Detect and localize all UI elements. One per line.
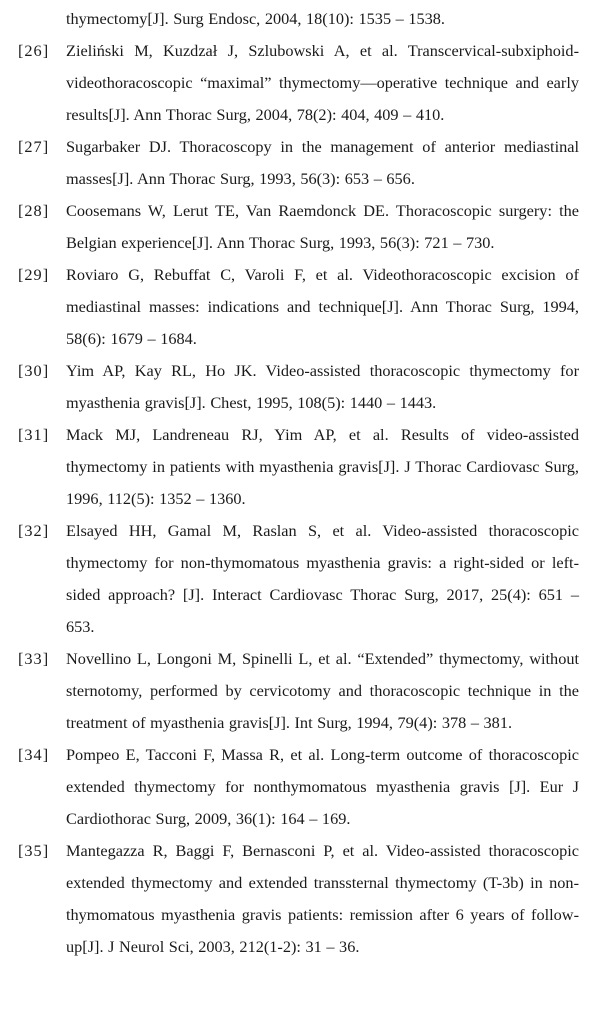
reference-number: [34] [18,745,50,764]
reference-number: [28] [18,201,50,220]
reference-item [18,739,579,835]
reference-text: Mack MJ, Landreneau RJ, Yim AP, et al. Results of video-assisted thymectomy in patients with myasthenia gravis[J]. J Thorac Cardiovasc Surg, 1996, 112(5): 1352 – 1360. [66,425,579,508]
reference-number: [32] [18,521,50,540]
reference-number: [27] [18,137,50,156]
reference-text: Mantegazza R, Baggi F, Bernasconi P, et al. Video-assisted thoracoscopic extended thymectomy and extended transsternal thymectomy (T-3b) in non-thymomatous myasthenia gravis patients: remission after 6 years of follow-up[J]. J Neurol Sci, 2003, 212(1-2): 31 – 36. [66,841,579,956]
reference-number: [30] [18,361,50,380]
reference-text: Sugarbaker DJ. Thoracoscopy in the management of anterior mediastinal masses[J]. Ann Thorac Surg, 1993, 56(3): 653 – 656. [66,137,579,188]
reference-text: Roviaro G, Rebuffat C, Varoli F, et al. Videothoracoscopic excision of mediastinal masses: indications and technique[J]. Ann Thorac Surg, 1994, 58(6): 1679 – 1684. [66,265,579,348]
reference-item [18,835,579,963]
reference-text: thymectomy[J]. Surg Endosc, 2004, 18(10): 1535 – 1538. [66,9,445,28]
reference-item [18,3,579,35]
reference-item [18,195,579,259]
reference-text: Elsayed HH, Gamal M, Raslan S, et al. Video-assisted thoracoscopic thymectomy for non-thymomatous myasthenia gravis: a right-sided or left-sided approach? [J]. Interact Cardiovasc Thorac Surg, 2017, 25(4): 651 – 653. [66,521,579,636]
reference-item [18,131,579,195]
reference-text: Pompeo E, Tacconi F, Massa R, et al. Long-term outcome of thoracoscopic extended thymectomy for nonthymomatous myasthenia gravis [J]. Eur J Cardiothorac Surg, 2009, 36(1): 164 – 169. [66,745,579,828]
reference-item [18,419,579,515]
reference-number: [31] [18,425,50,444]
reference-number: [29] [18,265,50,284]
reference-item [18,259,579,355]
reference-text: Coosemans W, Lerut TE, Van Raemdonck DE. Thoracoscopic surgery: the Belgian experience[J]. Ann Thorac Surg, 1993, 56(3): 721 – 730. [66,201,579,252]
reference-item [18,355,579,419]
reference-text: Yim AP, Kay RL, Ho JK. Video-assisted thoracoscopic thymectomy for myasthenia gravis[J]. Chest, 1995, 108(5): 1440 – 1443. [66,361,579,412]
reference-number: [33] [18,649,50,668]
reference-item [18,643,579,739]
reference-list [18,3,579,963]
reference-text: Zieliński M, Kuzdzał J, Szlubowski A, et al. Transcervical-subxiphoid-videothoracoscopic “maximal” thymectomy—operative technique and early results[J]. Ann Thorac Surg, 2004, 78(2): 404, 409 – 410. [66,41,579,124]
reference-text: Novellino L, Longoni M, Spinelli L, et al. “Extended” thymectomy, without sternotomy, performed by cervicotomy and thoracoscopic technique in the treatment of myasthenia gravis[J]. Int Surg, 1994, 79(4): 378 – 381. [66,649,579,732]
reference-item [18,35,579,131]
reference-number: [35] [18,841,50,860]
reference-item [18,515,579,643]
reference-number: [26] [18,41,50,60]
